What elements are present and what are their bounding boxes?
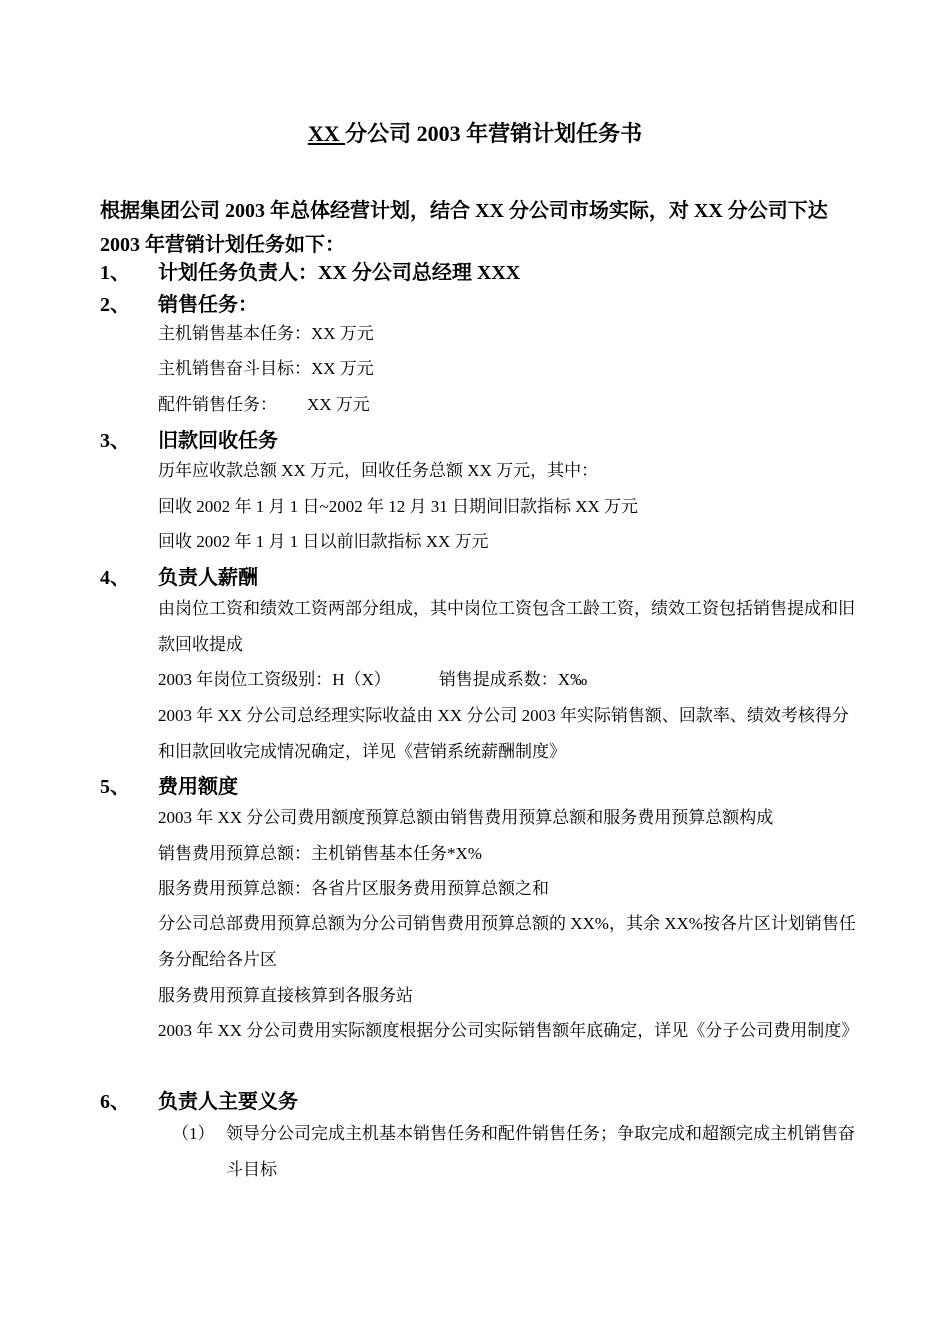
parts-sales-target	[158, 387, 864, 423]
salary-grade-line	[158, 662, 864, 698]
receivables-total: 历年应收款总额 XX 万元，回收任务总额 XX 万元，其中：	[158, 461, 599, 480]
service-expense-budget: 服务费用预算总额：各省片区服务费用预算总额之和	[158, 879, 549, 898]
section-title: 销售任务：	[158, 294, 258, 316]
actual-expense-determination: 2003 年 XX 分公司费用实际额度根据分公司实际销售额年底确定，详见《分子公司费用制度》	[158, 1021, 859, 1040]
sales-expense-budget: 销售费用预算总额：主机销售基本任务*X%	[158, 844, 482, 863]
salary-composition: 由岗位工资和绩效工资两部分组成，其中岗位工资包含工龄工资，绩效工资包括销售提成和旧款回收提成	[158, 599, 855, 654]
section-number: 5、	[100, 776, 130, 798]
section-number: 4、	[100, 567, 130, 589]
hq-expense-allocation: 分公司总部费用预算总额为分公司销售费用预算总额的 XX%，其余 XX%按各片区计划销售任务分配给各片区	[158, 914, 856, 969]
salary-grade: 2003 年岗位工资级别：H（X）	[158, 670, 391, 689]
section-number: 6、	[100, 1091, 130, 1113]
receivables-2002: 回收 2002 年 1 月 1 日~2002 年 12 月 31 日期间旧款指标 XX 万元	[158, 497, 639, 516]
duty-item-number: （1）	[172, 1124, 215, 1143]
section-title: 计划任务负责人：XX 分公司总经理 XXX	[158, 262, 521, 284]
intro-paragraph: 根据集团公司 2003 年总体经营计划，结合 XX 分公司市场实际，对 XX 分公司下达 2003 年营销计划任务如下：	[100, 200, 828, 256]
parts-sales-value: XX 万元	[307, 395, 370, 414]
section-number: 1、	[100, 262, 130, 284]
expense-budget-composition: 2003 年 XX 分公司费用额度预算总额由销售费用预算总额和服务费用预算总额构成	[158, 808, 774, 827]
section-number: 3、	[100, 430, 130, 452]
duty-item-text: 领导分公司完成主机基本销售任务和配件销售任务；争取完成和超额完成主机销售奋斗目标	[226, 1124, 855, 1179]
section-title: 负责人主要义务	[158, 1091, 298, 1113]
income-determination: 2003 年 XX 分公司总经理实际收益由 XX 分公司 2003 年实际销售额、回款率、绩效考核得分和旧款回收完成情况确定，详见《营销系统薪酬制度》	[158, 706, 849, 761]
title-underlined-part: XX	[307, 121, 346, 146]
title-rest: 分公司 2003 年营销计划任务书	[345, 121, 643, 146]
parts-sales-label: 配件销售任务：	[158, 395, 277, 414]
document-title	[0, 119, 950, 149]
section-title: 旧款回收任务	[158, 430, 278, 452]
service-budget-accounting: 服务费用预算直接核算到各服务站	[158, 986, 413, 1005]
section-title: 费用额度	[158, 776, 238, 798]
receivables-before-2002: 回收 2002 年 1 月 1 日以前旧款指标 XX 万元	[158, 532, 489, 551]
sales-base-target: 主机销售基本任务：XX 万元	[158, 324, 374, 343]
sales-stretch-target: 主机销售奋斗目标：XX 万元	[158, 359, 374, 378]
section-number: 2、	[100, 294, 130, 316]
commission-coefficient: 销售提成系数：X‰	[438, 670, 588, 689]
section-title: 负责人薪酬	[158, 567, 258, 589]
